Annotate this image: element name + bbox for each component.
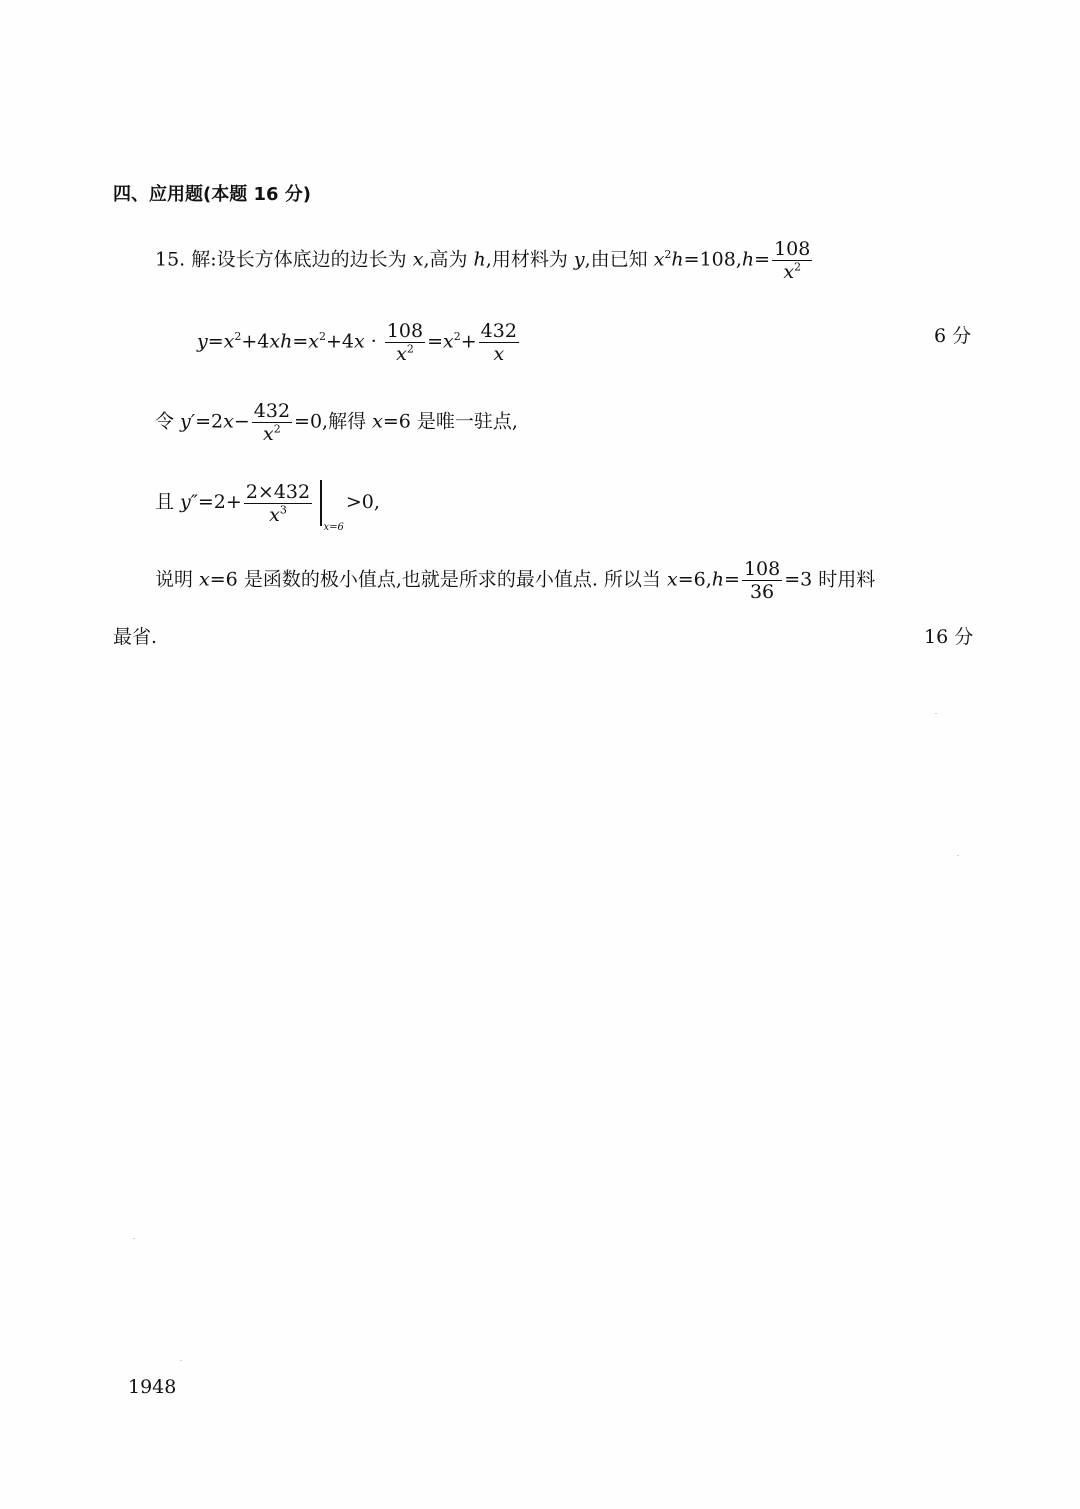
deriv2-text: 且 <box>155 491 181 513</box>
problem-number: 15. <box>155 248 186 271</box>
fraction-108-over-36 <box>742 558 782 603</box>
conclusion-text: =6, <box>677 568 712 591</box>
intro-text-1: 设长方体底边的边长为 <box>216 248 413 271</box>
scan-speck <box>180 1360 182 1361</box>
eq-part: = <box>292 330 309 353</box>
solution-intro-line <box>155 238 814 283</box>
eq-var: x <box>354 330 365 353</box>
minus-sign: − <box>233 410 250 433</box>
eq-part: +4 <box>325 330 354 353</box>
conclusion-continuation: 最省. <box>113 626 158 648</box>
intro-text-3: ,用材料为 <box>485 248 574 271</box>
deriv-text: =0,解得 <box>294 410 373 433</box>
deriv-text: 令 <box>155 410 181 433</box>
fraction-432-over-x2 <box>252 400 292 445</box>
score-6: 6 分 <box>934 325 972 347</box>
intro-text-5: =108, <box>683 248 742 271</box>
denominator-exponent: 2 <box>794 260 802 274</box>
conclusion-var: h <box>711 568 725 591</box>
fraction-denominator <box>244 504 312 526</box>
eq-var: x <box>308 330 319 353</box>
denominator-var: x <box>263 423 274 445</box>
conclusion-var: x <box>199 568 210 591</box>
eq-dot: · <box>364 330 383 353</box>
eq-var: xh <box>269 330 293 353</box>
eq-part: +4 <box>241 330 270 353</box>
fraction-denominator <box>252 423 292 445</box>
conclusion-text: 说明 <box>155 568 200 591</box>
evaluation-bar <box>320 480 321 526</box>
conclusion-text: =6 是函数的极小值点,也就是所求的最小值点. 所以当 <box>209 568 667 591</box>
fraction-432-over-x <box>479 320 519 365</box>
fraction-numerator: 108 <box>743 558 781 580</box>
deriv-var: x <box>372 410 383 433</box>
equation-y <box>197 320 521 365</box>
fraction-denominator <box>385 343 425 365</box>
eq-exponent: 2 <box>318 330 326 344</box>
denominator-var: x <box>396 343 407 365</box>
evaluation-subscript: x=6 <box>323 522 344 533</box>
eq-exponent: 2 <box>234 330 242 344</box>
denominator-var: x <box>783 261 795 283</box>
eq-var: x <box>223 330 235 353</box>
eq-lhs: y <box>197 330 208 353</box>
eq-var: x <box>443 330 454 353</box>
first-derivative-line <box>155 400 518 445</box>
fraction-denominator: x <box>493 343 505 365</box>
eq-exponent: 2 <box>453 330 461 344</box>
fraction-numerator: 108 <box>386 320 424 342</box>
denominator-var: x <box>269 503 280 526</box>
deriv-text: =6 是唯一驻点, <box>382 410 518 433</box>
fraction-2x432-over-x3 <box>244 481 312 526</box>
solution-label: 解: <box>191 248 217 271</box>
scan-speck <box>133 1238 135 1239</box>
eq-part: + <box>460 330 477 353</box>
conclusion-text: = <box>724 568 740 591</box>
fraction-denominator: 36 <box>749 581 775 603</box>
fraction-numerator: 108 <box>774 238 811 260</box>
fraction-denominator <box>772 261 812 283</box>
deriv-var: x <box>223 410 234 433</box>
section-heading: 四、应用题(本题 16 分) <box>113 184 312 205</box>
var-h: h <box>473 248 486 271</box>
var-x: x <box>412 248 424 271</box>
conclusion-text: =3 时用料 <box>784 568 876 591</box>
deriv2-text: =2+ <box>197 491 242 513</box>
expr-h: h <box>671 248 684 271</box>
intro-text-2: ,高为 <box>423 248 474 271</box>
fraction-108-over-x2 <box>385 320 425 365</box>
deriv2-text: >0, <box>345 491 380 513</box>
conclusion-var: x <box>666 568 678 591</box>
fraction-numerator: 432 <box>480 320 517 342</box>
y-prime: y′ <box>180 410 196 433</box>
fraction-numerator: 2×432 <box>245 480 311 503</box>
scan-speck <box>935 713 937 714</box>
equals-sign: = <box>754 248 771 271</box>
page-number: 1948 <box>128 1376 177 1398</box>
fraction-numerator: 432 <box>253 400 291 422</box>
exponent: 2 <box>664 248 672 262</box>
y-double-prime: y″ <box>180 491 198 513</box>
score-16: 16 分 <box>924 626 974 648</box>
second-derivative-line <box>155 480 380 540</box>
expr-h-2: h <box>741 248 755 271</box>
scan-speck <box>957 855 959 856</box>
deriv-text: =2 <box>195 410 224 433</box>
denominator-exponent: 3 <box>279 503 287 517</box>
var-y: y <box>573 248 585 271</box>
intro-text-4: ,由已知 <box>584 248 654 271</box>
eq-part: = <box>207 330 224 353</box>
conclusion-line <box>155 558 875 603</box>
expr-x: x <box>653 248 665 271</box>
denominator-exponent: 2 <box>273 422 281 436</box>
eq-part: = <box>427 330 444 353</box>
fraction-108-over-x2 <box>772 238 812 283</box>
denominator-exponent: 2 <box>406 342 414 356</box>
